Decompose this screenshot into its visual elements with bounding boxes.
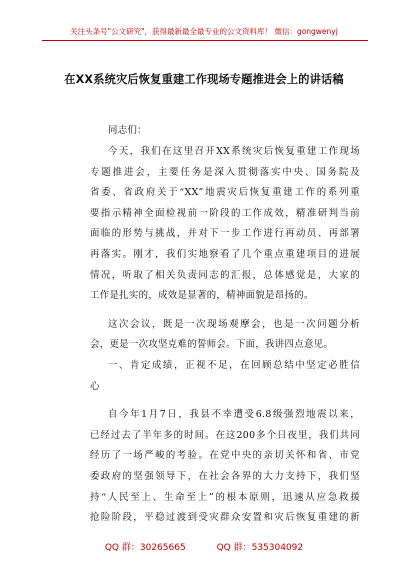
body-line: 情况，听取了相关负责同志的汇报，总体感觉是，大家的 xyxy=(90,270,360,281)
header-divider xyxy=(42,40,368,41)
body-line: 这次会议，既是一次现场观摩会，也是一次问题分析 xyxy=(108,319,360,330)
body-line: 委政府的坚强领导下，在社会各界的大力支持下，我们坚 xyxy=(90,471,360,482)
body-line: 持“人民至上、生命至上”的根本原则，迅速从应急救援 xyxy=(90,492,360,503)
body-line: 自今年1月7日，我县不幸遭受6.8级强烈地震以来， xyxy=(108,409,360,420)
body-line: 面临的形势与挑战，并对下一步工作进行再动员、再部署 xyxy=(90,228,360,239)
body-line: 已经过去了半年多的时间。在这200多个日夜里，我们共同 xyxy=(90,430,360,441)
body-line: 工作是扎实的，成效是显著的，精神面貌是昂扬的。 xyxy=(90,290,314,301)
body-line: 省委、省政府关于“XX”地震灾后恢复重建工作的系列重 xyxy=(90,187,360,198)
footer xyxy=(0,540,408,553)
header-banner: 关注头条号"公文研究"，获得最新最全最专业的公文资料库！ 微信：gongwenyj xyxy=(70,27,338,36)
footer-qq-group-1: QQ 群：30265665 xyxy=(104,543,186,553)
body-line: 今天，我们在这里召开XX系统灾后恢复重建工作现场 xyxy=(108,146,360,157)
section-heading-line: 一、肯定成绩，正视不足，在回顾总结中坚定必胜信 xyxy=(108,360,360,371)
body-line: 专题推进会，主要任务是深入贯彻落实中央、国务院及 xyxy=(90,167,360,178)
body-line: 再落实。刚才，我们实地察看了几个重点重建项目的进展 xyxy=(90,249,360,260)
body-line: 抢险阶段，平稳过渡到受灾群众安置和灾后恢复重建的新 xyxy=(90,512,360,523)
document-title: 在XX系统灾后恢复重建工作现场专题推进会上的讲话稿 xyxy=(64,73,344,86)
body-line: 经历了一场严峻的考验。在党中央的亲切关怀和省、市党 xyxy=(90,450,360,461)
section-heading-line: 心 xyxy=(90,381,100,392)
body-line: 会，更是一次攻坚克难的誓师会。下面，我讲四点意见。 xyxy=(90,339,334,350)
footer-qq-group-2: QQ 群：535304092 xyxy=(216,543,304,553)
body-line: 要指示精神全面检视前一阶段的工作成效，精准研判当前 xyxy=(90,208,360,219)
salutation-line: 同志们： xyxy=(108,125,147,136)
